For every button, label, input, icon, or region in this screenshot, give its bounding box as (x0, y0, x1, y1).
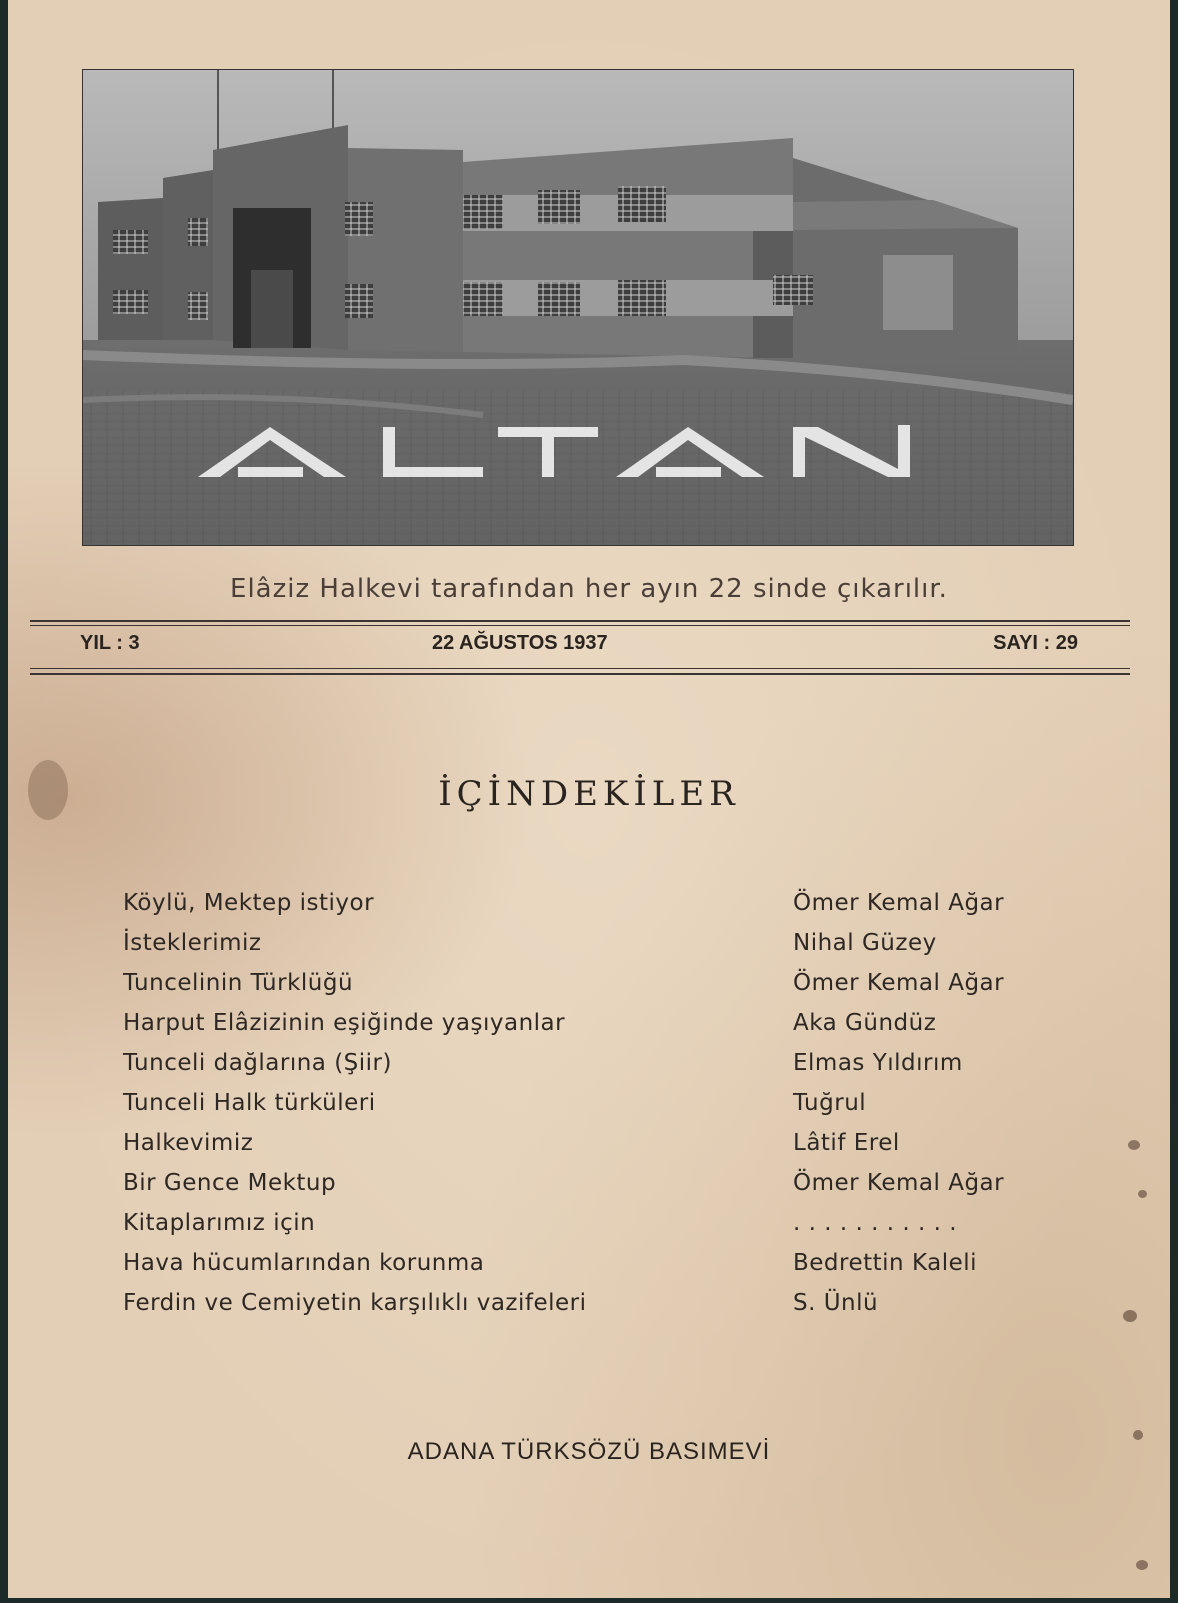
ink-stain (1136, 1560, 1148, 1570)
toc-author: . . . . . . . . . . . (793, 1210, 958, 1236)
toc-author: Ömer Kemal Ağar (793, 890, 1005, 916)
toc-author: Bedrettin Kaleli (793, 1250, 978, 1276)
toc-author: Ömer Kemal Ağar (793, 970, 1005, 996)
ink-stain (1133, 1430, 1143, 1440)
toc-row (123, 1250, 1023, 1290)
toc-title: Halkevimiz (123, 1130, 254, 1156)
ink-stain (1123, 1310, 1137, 1322)
toc-title: Harput Elâzizinin eşiğinde yaşıyanlar (123, 1010, 566, 1036)
header-rule-bottom-thin (30, 668, 1130, 669)
toc-title: Kitaplarımız için (123, 1210, 316, 1236)
issue-date: 22 AĞUSTOS 1937 (432, 632, 608, 654)
toc-title: Ferdin ve Cemiyetin karşılıklı vazifeleri (123, 1290, 587, 1316)
toc-row (123, 890, 1023, 930)
toc-author: Tuğrul (793, 1090, 867, 1116)
issue-info-bar (30, 632, 1130, 660)
toc-row (123, 1010, 1023, 1050)
toc-author: Lâtif Erel (793, 1130, 900, 1156)
toc-title: Köylü, Mektep istiyor (123, 890, 375, 916)
issue-year: YIL : 3 (80, 632, 140, 654)
altan-masthead-logo (198, 425, 958, 485)
water-stain (28, 760, 68, 820)
toc-row (123, 1090, 1023, 1130)
header-rule-bottom (30, 673, 1130, 675)
masthead-subtitle: Elâziz Halkevi tarafından her ayın 22 sinde çıkarılır. (230, 574, 948, 604)
toc-author: Ömer Kemal Ağar (793, 1170, 1005, 1196)
toc-row (123, 930, 1023, 970)
ink-stain (1128, 1140, 1140, 1150)
toc-author: Nihal Güzey (793, 930, 937, 956)
toc-row (123, 1130, 1023, 1170)
toc-title: Tunceli Halk türküleri (123, 1090, 376, 1116)
magazine-cover (8, 0, 1170, 1598)
issue-number: SAYI : 29 (993, 632, 1078, 654)
toc-row (123, 1050, 1023, 1090)
toc-title: Tuncelinin Türklüğü (123, 970, 354, 996)
toc-title: Tunceli dağlarına (Şiir) (123, 1050, 392, 1076)
toc-title: İsteklerimiz (123, 930, 262, 956)
toc-row (123, 1290, 1023, 1330)
toc-author: S. Ünlü (793, 1290, 879, 1316)
toc-heading: İÇİNDEKİLER (438, 774, 740, 814)
header-rule-top (30, 620, 1130, 622)
ink-stain (1138, 1190, 1147, 1198)
toc-author: Aka Gündüz (793, 1010, 937, 1036)
toc-author: Elmas Yıldırım (793, 1050, 963, 1076)
toc-row (123, 1210, 1023, 1250)
toc-row (123, 1170, 1023, 1210)
header-rule-top-thin (30, 625, 1130, 626)
toc-row (123, 970, 1023, 1010)
table-of-contents (123, 890, 1023, 1330)
toc-title: Hava hücumlarından korunma (123, 1250, 485, 1276)
printer-credit: ADANA TÜRKSÖZÜ BASIMEVİ (407, 1438, 771, 1465)
toc-title: Bir Gence Mektup (123, 1170, 337, 1196)
